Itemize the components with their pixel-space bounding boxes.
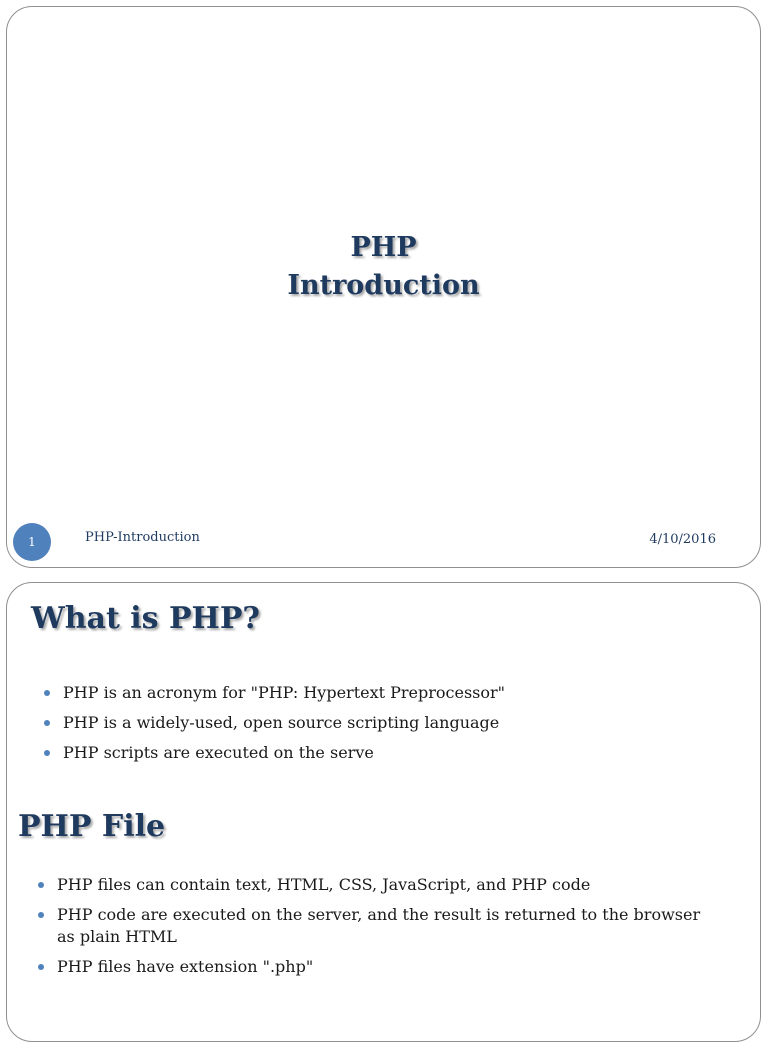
slide-number-badge: 1: [13, 523, 51, 561]
section-heading-what-is-php: What is PHP?: [31, 601, 261, 636]
footer-date: 4/10/2016: [649, 532, 716, 547]
list-item: PHP is a widely-used, open source scripting language: [41, 712, 721, 734]
list-item: PHP is an acronym for "PHP: Hypertext Preprocessor": [41, 682, 721, 704]
list-item: PHP files have extension ".php": [35, 956, 715, 978]
slide-title-line2: Introduction: [287, 270, 480, 301]
list-item: PHP scripts are executed on the serve: [41, 742, 721, 764]
section-heading-php-file: PHP File: [18, 809, 166, 844]
content-slide: [6, 582, 761, 1042]
slide-title: [7, 229, 760, 305]
list-item: PHP files can contain text, HTML, CSS, JavaScript, and PHP code: [35, 874, 715, 896]
bullet-list-what-is-php: [41, 682, 721, 772]
footer-title: PHP-Introduction: [85, 530, 200, 545]
slide-title-line1: PHP: [350, 232, 417, 263]
bullet-list-php-file: [35, 874, 715, 986]
title-slide: [6, 6, 761, 568]
list-item: PHP code are executed on the server, and the result is returned to the browser as plain HTML: [35, 904, 715, 948]
